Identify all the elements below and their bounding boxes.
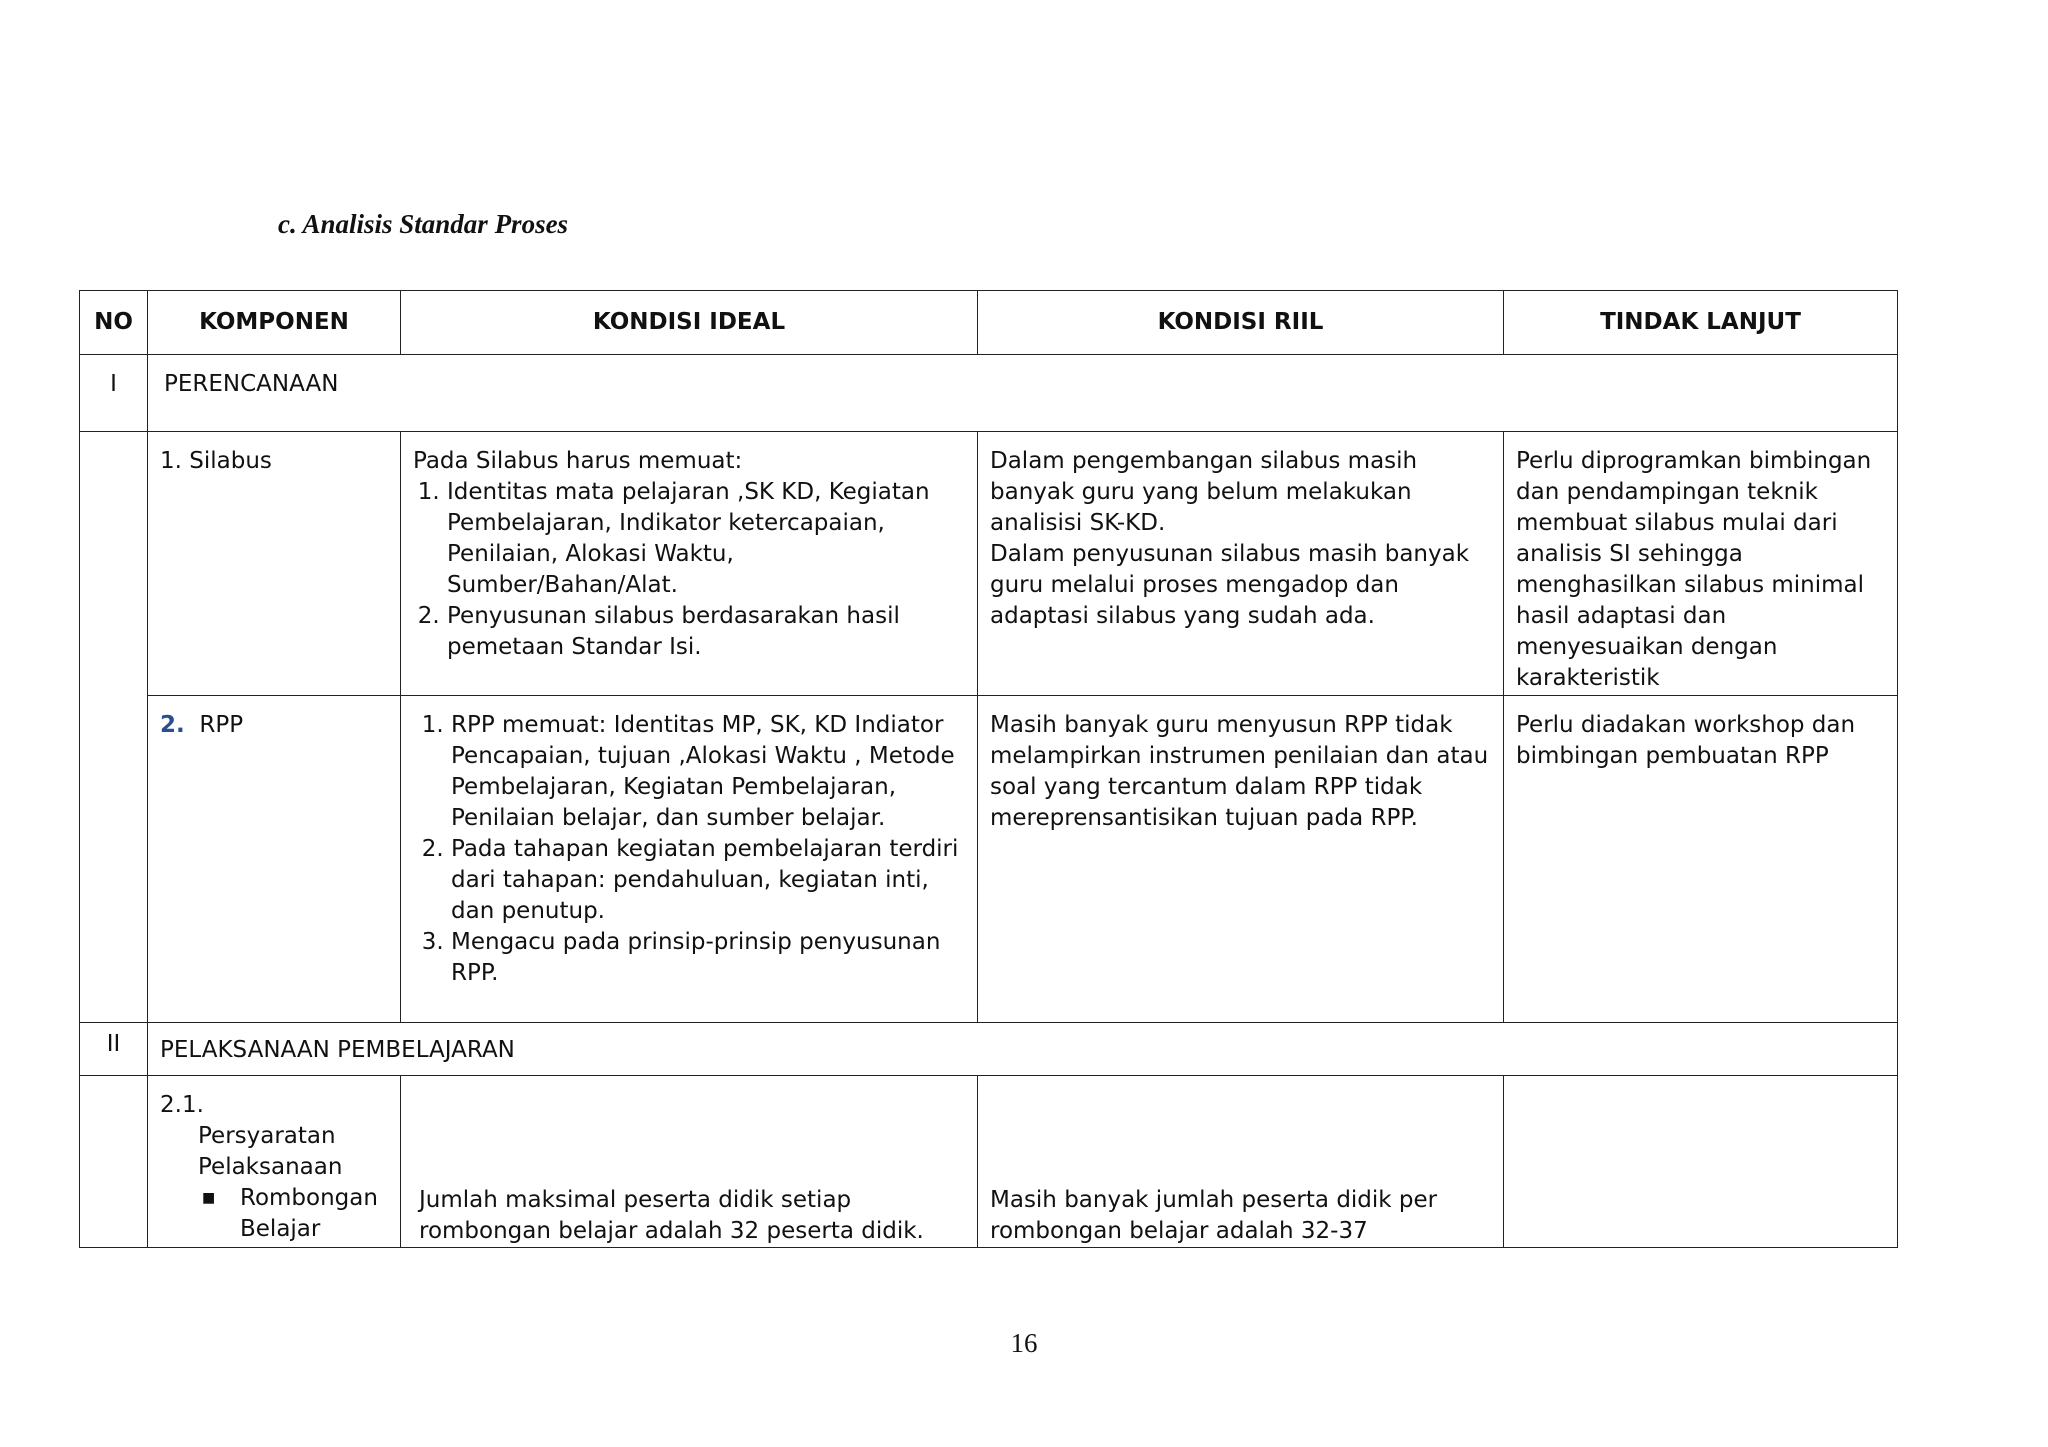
section-row-perencanaan <box>80 355 1898 432</box>
rpp-number: 2. <box>160 712 185 738</box>
ideal-intro: Pada Silabus harus memuat: <box>413 448 743 474</box>
list-item: 2. Pada tahapan kegiatan pembelajaran terdiri dari tahapan: pendahuluan, kegiatan inti, dan penutup. <box>451 834 969 927</box>
komponen-number: 2.1. <box>160 1092 204 1118</box>
standar-proses-table <box>79 290 1898 1248</box>
table-row-silabus <box>80 432 1898 696</box>
komponen-silabus: 1. Silabus <box>148 432 401 696</box>
header-komponen: KOMPONEN <box>148 291 401 355</box>
ideal-list <box>413 710 969 989</box>
table-row-rombongan-belajar <box>80 1076 1898 1248</box>
kondisi-riil-rpp: Masih banyak guru menyusun RPP tidak melampirkan instrumen penilaian dan atau soal yang tercantum dalam RPP tidak mereprensantisikan tujuan pada RPP. <box>978 696 1504 1023</box>
tindak-lanjut-silabus: Perlu diprogramkan bimbingan dan pendampingan teknik membuat silabus mulai dari analisis SI sehingga menghasilkan silabus minimal hasil adaptasi dan menyesuaikan dengan karakteristik <box>1504 432 1898 696</box>
komponen-rpp <box>148 696 401 1023</box>
komponen-persyaratan <box>148 1076 401 1248</box>
tindak-lanjut-rombel <box>1504 1076 1898 1248</box>
empty-no-cell <box>80 1076 148 1248</box>
komponen-label: Pelaksanaan <box>198 1154 343 1180</box>
list-item: 3. Mengacu pada prinsip-prinsip penyusunan RPP. <box>451 927 969 989</box>
kondisi-ideal-rpp <box>401 696 978 1023</box>
ideal-list <box>413 477 969 663</box>
kondisi-ideal-silabus <box>401 432 978 696</box>
empty-no-cell <box>80 432 148 1023</box>
section-row-pelaksanaan <box>80 1023 1898 1076</box>
header-kondisi-ideal: KONDISI IDEAL <box>401 291 978 355</box>
komponen-label: Persyaratan <box>198 1123 336 1149</box>
kondisi-riil-rombel: Masih banyak jumlah peserta didik per rombongan belajar adalah 32-37 <box>978 1076 1504 1248</box>
page-number: 16 <box>1010 1328 1038 1358</box>
header-tindak-lanjut: TINDAK LANJUT <box>1504 291 1898 355</box>
riil-paragraph: Dalam pengembangan silabus masih banyak guru yang belum melakukan analisisi SK-KD. <box>990 448 1418 536</box>
kondisi-riil-silabus <box>978 432 1504 696</box>
riil-paragraph: Dalam penyusunan silabus masih banyak guru melalui proses mengadop dan adaptasi silabus yang sudah ada. <box>990 541 1470 629</box>
bullet-item <box>160 1183 400 1245</box>
rpp-label: RPP <box>199 712 244 738</box>
section-heading: c. Analisis Standar Proses <box>278 209 569 239</box>
table-row-rpp <box>80 696 1898 1023</box>
section-number: I <box>80 355 148 432</box>
section-number: II <box>80 1023 148 1076</box>
list-item: 2. Penyusunan silabus berdasarakan hasil pemetaan Standar Isi. <box>447 601 969 663</box>
section-title: PELAKSANAAN PEMBELAJARAN <box>160 1037 515 1063</box>
header-kondisi-riil: KONDISI RIIL <box>978 291 1504 355</box>
kondisi-ideal-rombel: Jumlah maksimal peserta didik setiap rombongan belajar adalah 32 peserta didik. <box>401 1076 978 1248</box>
bullet-label: Rombongan Belajar <box>240 1185 378 1242</box>
square-bullet-icon: ■ <box>202 1190 216 1206</box>
table-header-row <box>80 291 1898 355</box>
section-title-cell <box>148 355 1898 432</box>
list-item: 1. Identitas mata pelajaran ,SK KD, Kegiatan Pembelajaran, Indikator ketercapaian, Penilaian, Alokasi Waktu, Sumber/Bahan/Alat. <box>447 477 969 601</box>
tindak-lanjut-rpp: Perlu diadakan workshop dan bimbingan pembuatan RPP <box>1504 696 1898 1023</box>
section-title: PERENCANAAN <box>164 371 339 397</box>
section-title-cell <box>148 1023 1898 1076</box>
list-item: 1. RPP memuat: Identitas MP, SK, KD Indiator Pencapaian, tujuan ,Alokasi Waktu , Metode Pembelajaran, Kegiatan Pembelajaran, Penilaian belajar, dan sumber belajar. <box>451 710 969 834</box>
header-no: NO <box>80 291 148 355</box>
